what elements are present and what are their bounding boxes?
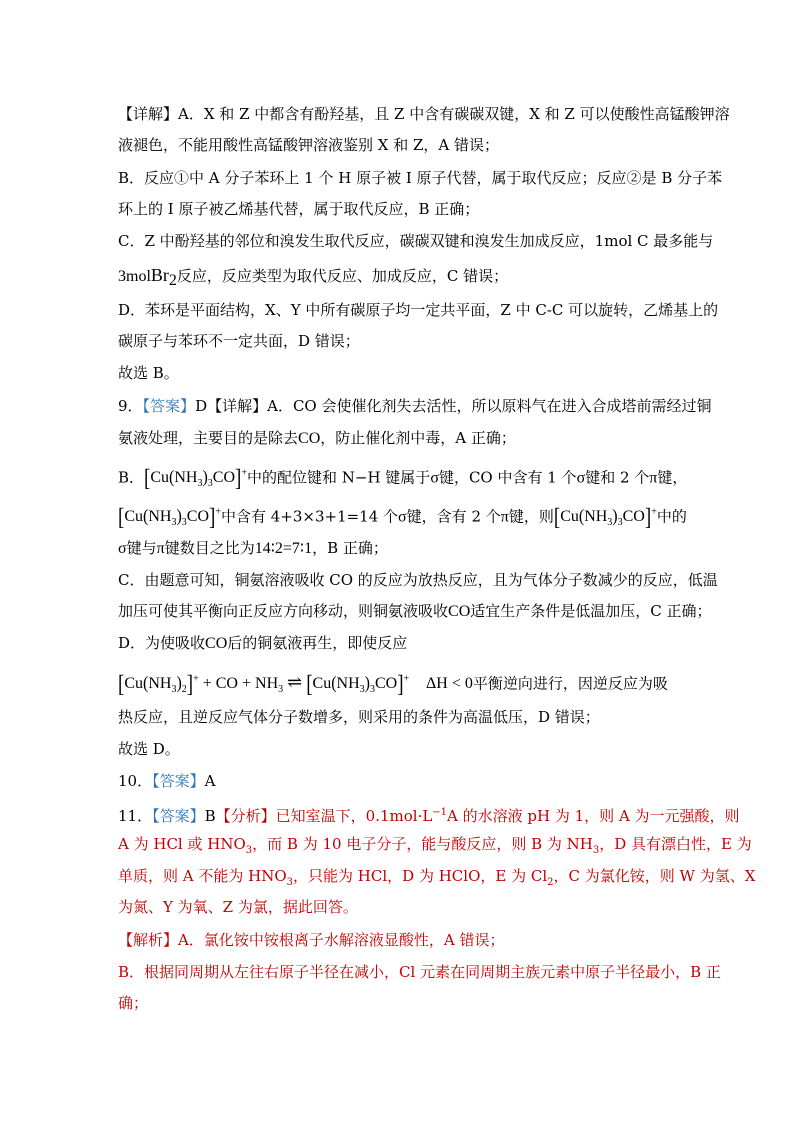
q11-line-5: 【解析】A．氯化铵中铵根离子水解溶液显酸性，A 错误； [118,931,505,949]
copper-complex-formula: $[Cu(NH_3)_3CO]^+$ [553,504,657,531]
q10-line: 10．【答案】A [118,772,216,790]
answer-tag: 【答案】 [152,807,205,825]
q8-line-8: 碳原子与苯环不一定共面，D 错误； [118,332,360,350]
answer-tag: 【答案】 [152,772,205,790]
q8-line-2: 液褪色，不能用酸性高锰酸钾溶液鉴别 X 和 Z，A 错误； [118,136,500,154]
q9-line-6: C．由题意可知，铜氨溶液吸收 CO 的反应为放热反应，且为气体分子数减少的反应，低温 [118,571,718,589]
q8-line-7: D．苯环是平面结构，X、Y 中所有碳原子均一定共平面，Z 中 C-C 可以旋转，乙烯基上的 [118,301,719,319]
q8-line-4: 环上的 I 原子被乙烯基代替，属于取代反应，B 正确； [118,200,480,218]
copper-complex-formula: $[Cu(NH_3)_3CO]^+$ [118,504,221,531]
q9-line-4: $[Cu(NH_3)_3CO]^+$中含有 4+3×3+1=14 个σ键，含有 2 个π键，则$[Cu(NH_3)_3CO]^+$中的 [118,504,687,531]
copper-complex-formula: $[Cu(NH_3)_3CO]^+$ [144,465,247,492]
q9-line-10: 热反应，且逆反应气体分子数增多，则采用的条件为高温低压，D 错误； [118,708,600,726]
solution-tag: 【解析】 [118,931,179,949]
analysis-tag: 【分析】 [215,807,276,825]
q9-line-8: D．为使吸收CO后的铜氨液再生，即使反应 [118,634,408,652]
q9-line-3: B．$[Cu(NH_3)_3CO]^+$中的配位键和 N−H 键属于σ键，CO 中含有 1 个σ键和 2 个π键， [118,465,688,492]
q9-line-7: 加压可使其平衡向正反应方向移动，则铜氨液吸收CO适宜生产条件是低温加压，C 正确； [118,602,712,620]
q9-line-5: σ键与π键数目之比为14∶2=7∶1，B 正确； [118,539,388,557]
q11-line-2: A 为 HCl 或 $HNO_3$，而 B 为 10 电子分子，能与酸反应，则 B 为 $NH_3$，D 具有漂白性，E 为 [118,835,752,856]
answer-tag: 【答案】 [142,397,196,415]
detail-tag: 【详解】 [207,397,268,415]
q11-line-3: 单质，则 A 不能为 $HNO_3$，只能为 HCl，D 为 HClO，E 为 $Cl_2$，C 为氯化铵，则 W 为氢、X [118,867,756,888]
q11-line-7: 确； [118,994,149,1012]
equilibrium-equation: $[Cu(NH_3)_2]^+$ + CO + $NH_3$ ⇌ $[Cu(NH_3)_3CO]^+$ [118,671,410,698]
q9-line-1: 9．【答案】D【详解】A．CO 会使催化剂失去活性，所以原料气在进入合成塔前需经过铜 [118,397,712,415]
q9-equation-line: $[Cu(NH_3)_2]^+$ + CO + $NH_3$ ⇌ $[Cu(NH_3)_3CO]^+$ ΔH < 0平衡逆向进行，因逆反应为吸 [118,671,668,698]
q8-line-3: B．反应①中 A 分子苯环上 1 个 H 原子被 I 原子代替，属于取代反应；反应②是 B 分子苯 [118,169,723,187]
q8-line-5: C．Z 中酚羟基的邻位和溴发生取代反应，碳碳双键和溴发生加成反应，1mol C 最多能与 [118,232,714,250]
q9-line-2: 氨液处理，主要目的是除去CO，防止催化剂中毒，A 正确； [118,429,516,447]
q8-line-1: 【详解】A．X 和 Z 中都含有酚羟基，且 Z 中含有碳碳双键，X 和 Z 可以使酸性高锰酸钾溶 [118,105,730,123]
q11-line-4: 为氮、Y 为氧、Z 为氯，据此回答。 [118,898,358,916]
q8-line-9: 故选 B。 [118,364,179,382]
q11-line-6: B．根据同周期从左往右原子半径在减小，Cl 元素在同周期主族元素中原子半径最小，B 正 [118,963,721,981]
detail-tag: 【详解】 [118,105,179,123]
q9-line-11: 故选 D。 [118,740,180,758]
q8-line-6: 3molBr$_2$反应，反应类型为取代反应、加成反应，C 错误； [118,265,509,289]
q11-line-1: 11．【答案】B【分析】已知室温下，$0.1mol\cdot L^{-1}A$ 的水溶液 pH 为 1，则 A 为一元强酸，则 [118,807,740,825]
